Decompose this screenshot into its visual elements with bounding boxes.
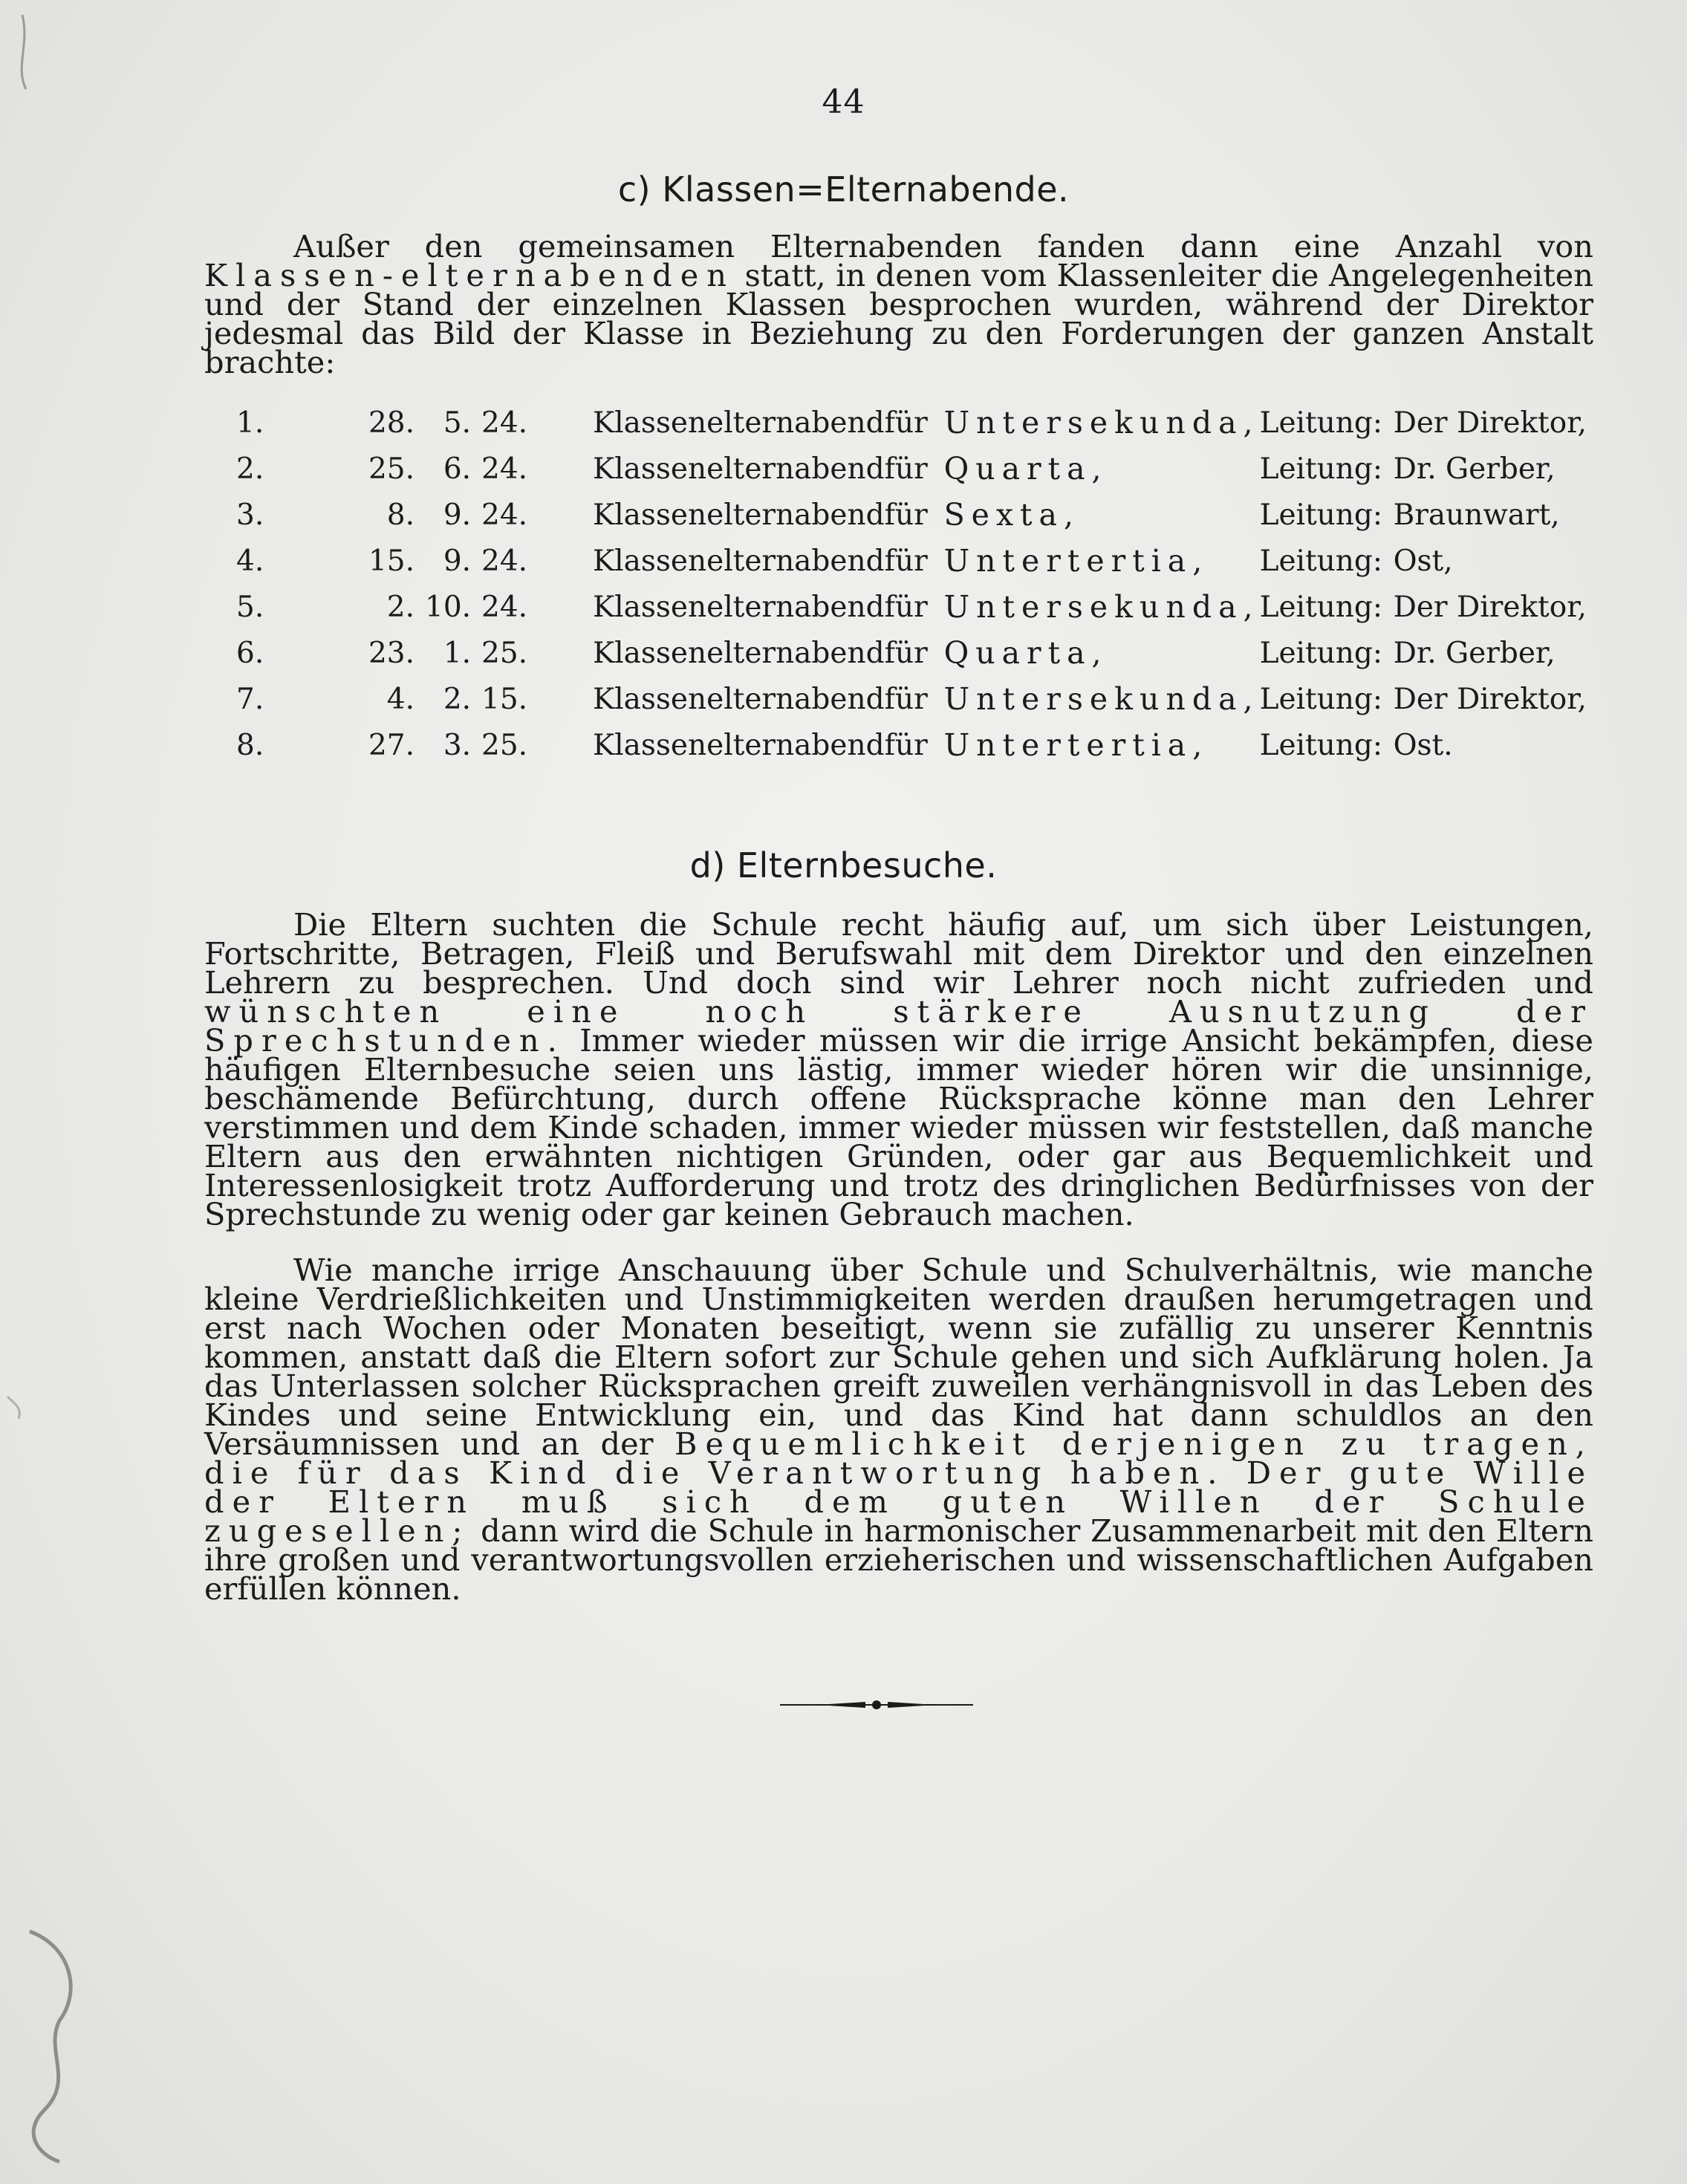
event-day: 15. [368,544,415,578]
event-class: Untersekunda, [943,405,1260,441]
event-month: 10. [425,590,472,624]
event-leader: Dr. Gerber, [1393,452,1556,486]
event-type: Klassenelternabend [593,728,885,762]
event-day: 23. [368,636,415,670]
event-year: 24. [481,452,528,486]
event-preposition: für [884,406,928,440]
event-class: Quarta, [943,635,1108,671]
event-row [236,722,1594,768]
event-year: 24. [481,498,528,532]
event-preposition: für [884,452,928,486]
event-year: 25. [481,636,528,670]
event-preposition: für [884,498,928,532]
event-leader: Der Direktor, [1393,406,1587,440]
event-day: 25. [368,452,415,486]
leitung-label: Leitung: [1259,590,1383,624]
event-class: Untersekunda, [943,681,1260,717]
event-month: 2. [443,682,472,716]
leitung-label: Leitung: [1259,406,1383,440]
event-leader: Ost, [1393,544,1453,578]
section-c-heading: c) Klassen=Elternabende. [617,169,1070,209]
event-leader: Dr. Gerber, [1393,636,1556,670]
event-type: Klassenelternabend [593,406,885,440]
event-preposition: für [884,682,928,716]
section-d-heading: d) Elternbesuche. [689,845,998,885]
event-day: 4. [386,682,415,716]
event-type: Klassenelternabend [593,636,885,670]
section-d-paragraph-2 [204,1252,1593,1607]
p1-spaced-text: wünschten eine noch stärkere Ausnutzung der Sprechstunden. [204,993,1593,1059]
event-leader: Braunwart, [1393,498,1560,532]
event-number: 1. [236,406,264,440]
p1-text-start: Die Eltern suchten die Schule recht häufig auf, um sich über Leistungen, Fortschritte, Betragen, Fleiß und Berufswahl mit dem Direktor und den einzelnen Lehrern zu besprechen. Und doch sind wir Lehrer noch nicht zufrieden und [204,906,1593,1001]
leitung-label: Leitung: [1259,636,1383,670]
p2-spaced-text: Bequemlichkeit derjenigen zu tragen, die für das Kind die Verantwortung haben. Der gute Wille der Eltern muß sich dem guten Willen der Schule zugesellen; [204,1426,1593,1549]
event-leader: Der Direktor, [1393,682,1587,716]
page-number: 44 [822,83,865,121]
event-row [236,630,1594,676]
event-row [236,400,1594,446]
event-class: Quarta, [943,451,1108,487]
event-class-cell [944,584,1260,630]
event-class: Untertertia, [943,727,1209,763]
event-preposition: für [884,728,928,762]
event-day: 27. [368,728,415,762]
event-number: 6. [236,636,264,670]
event-type: Klassenelternabend [593,498,885,532]
event-preposition: für [884,590,928,624]
leitung-label: Leitung: [1259,682,1383,716]
event-year: 15. [481,682,528,716]
event-class-cell [944,630,1260,676]
event-day: 8. [386,498,415,532]
p2-text-start: Wie manche irrige Anschauung über Schule und Schulverhältnis, wie manche kleine Verdrießlichkeiten und Unstimmigkeiten werden draußen herumgetragen und erst nach Wochen oder Monaten beseitigt, wenn sie zufällig zu unserer Kenntnis kommen, anstatt daß die Eltern sofort zur Schule gehen und sich Aufklärung holen. Ja das Unterlassen solcher Rücksprachen greift zuweilen verhängnisvoll in das Leben des Kindes und seine Entwicklung ein, und das Kind hat dann schuldlos an den Versäumnissen und an der [204,1252,1593,1462]
event-year: 24. [481,406,528,440]
event-row [236,538,1594,584]
event-preposition: für [884,544,928,578]
event-month: 1. [443,636,472,670]
leitung-label: Leitung: [1259,452,1383,486]
section-d-paragraph-1 [204,906,1593,1232]
p2-text-end: dann wird die Schule in harmonischer Zusammenarbeit mit den Eltern ihre großen und verantwortungsvollen erzieherischen und wissenschaftlichen Aufgaben erfüllen können. [204,1512,1593,1607]
event-leader: Ost. [1393,728,1453,762]
event-row [236,446,1594,492]
event-class-cell [944,538,1260,584]
section-c-intro [204,228,1593,380]
intro-text-end: statt, in denen vom Klassenleiter die Angelegenheiten und der Stand der einzelnen Klassen besprochen wurden, während der Direktor jedesmal das Bild der Klasse in Beziehung zu den Forderungen der ganzen Anstalt brachte: [204,257,1593,380]
event-leader: Der Direktor, [1393,590,1587,624]
events-list [236,400,1594,768]
event-preposition: für [884,636,928,670]
event-number: 2. [236,452,264,486]
event-month: 5. [443,406,472,440]
event-month: 9. [443,498,472,532]
end-ornament [780,1697,973,1712]
page-edge-marks [0,0,89,2184]
intro-text-start: Außer den gemeinsamen Elternabenden fanden dann eine Anzahl von [293,228,1593,264]
event-class: Untertertia, [943,543,1209,579]
event-type: Klassenelternabend [593,544,885,578]
event-class-cell [944,492,1260,538]
event-number: 7. [236,682,264,716]
event-number: 5. [236,590,264,624]
event-type: Klassenelternabend [593,452,885,486]
leitung-label: Leitung: [1259,544,1383,578]
event-number: 3. [236,498,264,532]
event-row [236,492,1594,538]
event-month: 6. [443,452,472,486]
event-type: Klassenelternabend [593,590,885,624]
event-day: 2. [386,590,415,624]
event-year: 25. [481,728,528,762]
intro-spaced-term: Klassen-elternabenden [204,257,735,293]
event-year: 24. [481,590,528,624]
event-class: Untersekunda, [943,589,1260,625]
p1-text-end: Immer wieder müssen wir die irrige Ansicht bekämpfen, diese häufigen Elternbesuche seien uns lästig, immer wieder hören wir die unsinnige, beschämende Befürchtung, durch offene Rücksprache könne man den Lehrer verstimmen und dem Kinde schaden, immer wieder müssen wir feststellen, daß manche Eltern aus den erwähnten nichtigen Gründen, oder gar aus Bequemlichkeit und Interessenlosigkeit trotz Aufforderung und trotz des dringlichen Bedürfnisses von der Sprechstunde zu wenig oder gar keinen Gebrauch machen. [204,1022,1593,1232]
event-row [236,584,1594,630]
leitung-label: Leitung: [1259,498,1383,532]
event-class-cell [944,722,1260,768]
event-class-cell [944,446,1260,492]
event-type: Klassenelternabend [593,682,885,716]
event-number: 8. [236,728,264,762]
event-class: Sexta, [943,497,1081,533]
event-class-cell [944,400,1260,446]
leitung-label: Leitung: [1259,728,1383,762]
event-month: 9. [443,544,472,578]
event-day: 28. [368,406,415,440]
event-year: 24. [481,544,528,578]
event-number: 4. [236,544,264,578]
event-row [236,676,1594,722]
event-class-cell [944,676,1260,722]
event-month: 3. [443,728,472,762]
